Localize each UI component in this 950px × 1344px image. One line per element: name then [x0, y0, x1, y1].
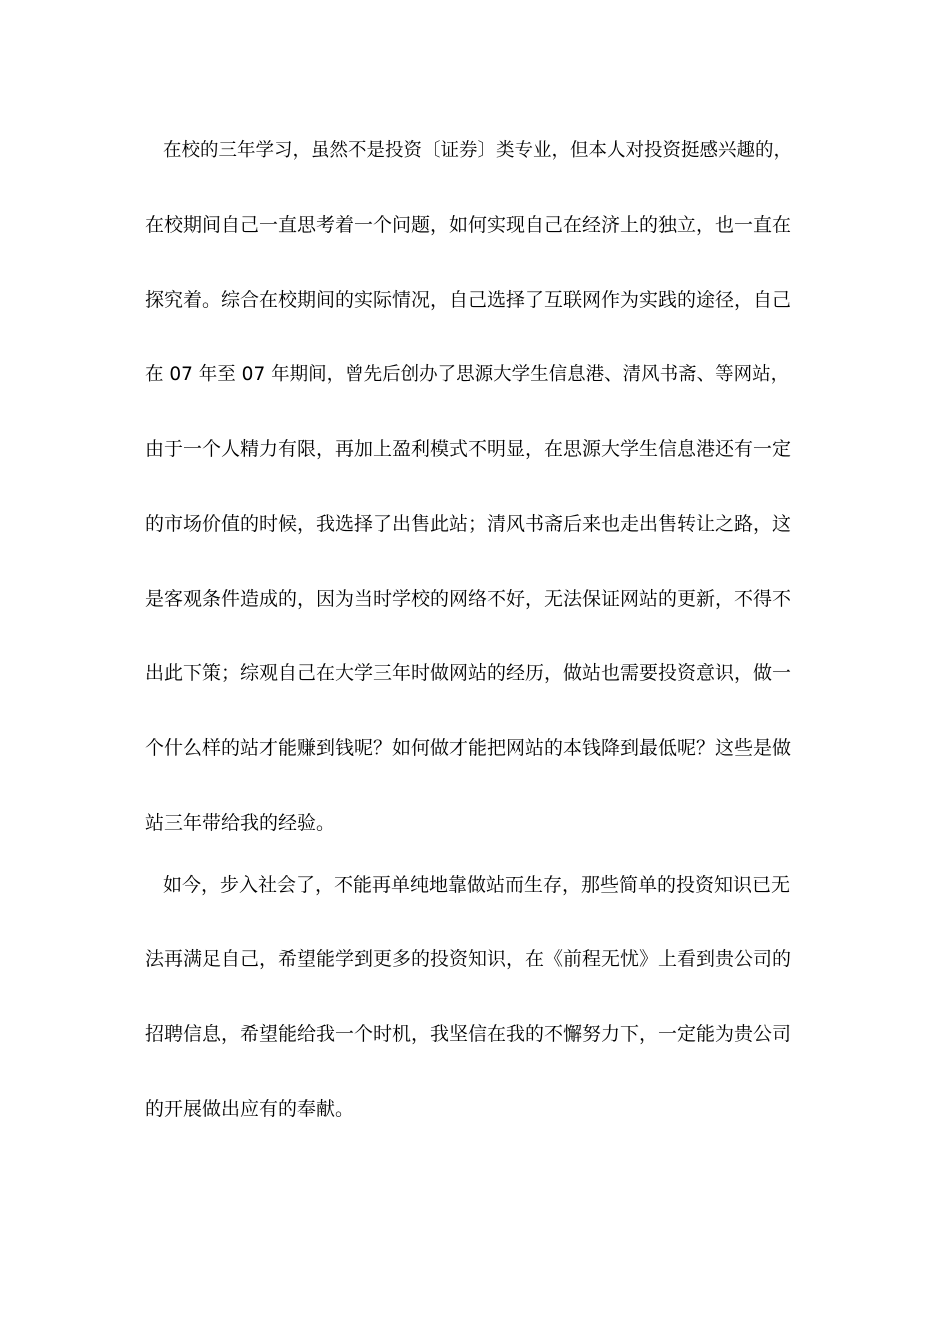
paragraph-1-line-4: 在 07 年至 07 年期间，曾先后创办了思源大学生信息港、清风书斋、等网站， [145, 364, 790, 385]
paragraph-2-line-2: 法再满足自己，希望能学到更多的投资知识，在《前程无忧》上看到贵公司的 [145, 948, 792, 970]
paragraph-1-line-2: 在校期间自己一直思考着一个问题，如何实现自己在经济上的独立，也一直在 [145, 214, 792, 236]
paragraph-1-line-7: 是客观条件造成的，因为当时学校的网络不好，无法保证网站的更新，不得不 [145, 588, 792, 610]
paragraph-1-line-9: 个什么样的站才能赚到钱呢？如何做才能把网站的本钱降到最低呢？这些是做 [145, 737, 792, 759]
paragraph-2-line-3: 招聘信息，希望能给我一个时机，我坚信在我的不懈努力下，一定能为贵公司 [145, 1023, 792, 1045]
paragraph-1-line-3: 探究着。综合在校期间的实际情况，自己选择了互联网作为实践的途径，自己 [145, 289, 792, 311]
paragraph-1-line-6: 的市场价值的时候，我选择了出售此站；清风书斋后来也走出售转让之路，这 [145, 513, 792, 535]
paragraph-1-line-5: 由于一个人精力有限，再加上盈利模式不明显，在思源大学生信息港还有一定 [145, 438, 792, 460]
paragraph-1-line-10: 站三年带给我的经验。 [145, 812, 336, 834]
paragraph-2-line-1: 如今，步入社会了，不能再单纯地靠做站而生存，那些简单的投资知识已无 [163, 874, 791, 896]
paragraph-2-line-4: 的开展做出应有的奉献。 [145, 1098, 355, 1120]
paragraph-1-line-8: 出此下策；综观自己在大学三年时做网站的经历，做站也需要投资意识，做一 [145, 662, 792, 684]
paragraph-1-line-1: 在校的三年学习，虽然不是投资〔证券〕类专业，但本人对投资挺感兴趣的， [163, 140, 793, 161]
